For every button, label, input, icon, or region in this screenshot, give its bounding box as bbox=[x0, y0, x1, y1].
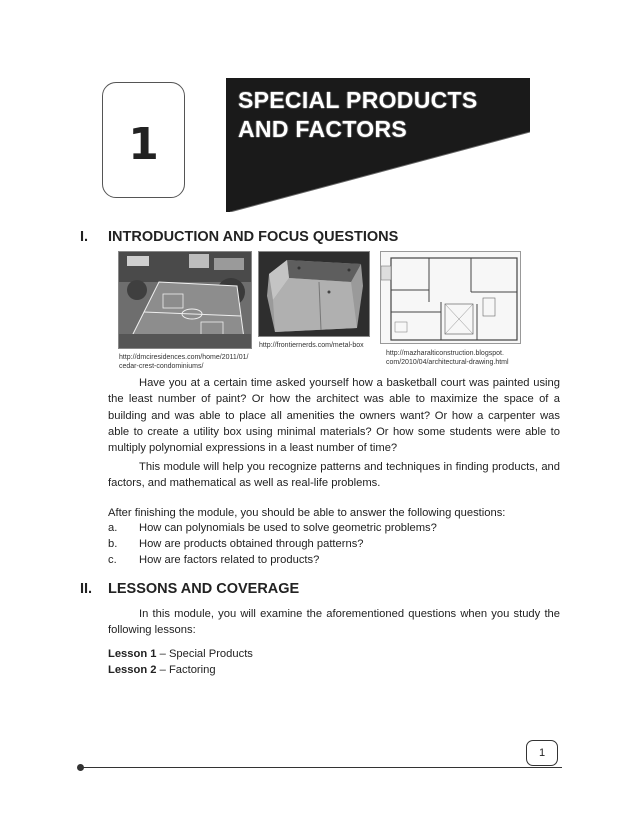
page-number: 1 bbox=[538, 747, 546, 759]
question-text: How are factors related to products? bbox=[139, 554, 320, 566]
question-letter: c. bbox=[108, 554, 117, 566]
lesson-title: – Special Products bbox=[159, 648, 253, 660]
question-text: How are products obtained through patterns? bbox=[139, 538, 364, 550]
question-letter: b. bbox=[108, 538, 118, 550]
question-text: How can polynomials be used to solve geometric problems? bbox=[139, 522, 437, 534]
footer-rule bbox=[80, 767, 562, 768]
lesson-label: Lesson 1 bbox=[108, 648, 157, 660]
section1-numeral: I. bbox=[80, 229, 89, 245]
photo2-caption bbox=[259, 341, 364, 350]
photo1-caption bbox=[119, 353, 248, 371]
page-number-box bbox=[526, 740, 558, 766]
module-title-line1: SPECIAL PRODUCTS bbox=[238, 87, 478, 113]
module-title bbox=[238, 86, 478, 144]
photo1-caption-line1: http://dmciresidences.com/home/2011/01/ bbox=[119, 354, 249, 361]
focus-questions-intro: After finishing the module, you should be able to answer the following questions: bbox=[108, 507, 506, 519]
footer-dot bbox=[77, 764, 84, 771]
photo3-caption bbox=[386, 349, 509, 367]
lesson-item-1 bbox=[108, 648, 253, 660]
basketball-court-photo bbox=[118, 251, 252, 349]
section2-numeral: II. bbox=[80, 581, 93, 597]
lesson-item-2 bbox=[108, 664, 216, 676]
floor-plan-drawing bbox=[380, 251, 521, 344]
module-number-box bbox=[102, 82, 185, 198]
question-letter: a. bbox=[108, 522, 118, 534]
section2-heading: LESSONS AND COVERAGE bbox=[108, 581, 300, 597]
lesson-title: – Factoring bbox=[159, 664, 216, 676]
intro-paragraph-1: Have you at a certain time asked yourself how a basketball court was painted using the least number of paint? Or how the architect was able to maximize the space of a building and was able to place all amenities the owners want? Or how a carpenter was able to create a utility box using minimal materials? Or how some students were able to multiply polynomial expressions in a least number of time? bbox=[108, 377, 560, 455]
photo1-caption-line2: cedar-crest-condominiums/ bbox=[119, 363, 204, 370]
lesson-label: Lesson 2 bbox=[108, 664, 157, 676]
floor-plan-illustration bbox=[381, 252, 521, 344]
section1-heading: INTRODUCTION AND FOCUS QUESTIONS bbox=[108, 229, 399, 245]
title-banner bbox=[226, 78, 530, 212]
photo2-caption-line1: http://frontiernerds.com/metal-box bbox=[259, 342, 364, 349]
lessons-paragraph: In this module, you will examine the aforementioned questions when you study the following lessons: bbox=[108, 608, 560, 637]
module-title-line2: AND FACTORS bbox=[238, 116, 407, 142]
intro-paragraph-2: This module will help you recognize patterns and techniques in finding products, and factors, and mathematical as well as real-life problems. bbox=[108, 461, 560, 490]
metal-box-photo bbox=[258, 251, 370, 337]
basketball-court-illustration bbox=[119, 252, 252, 349]
module-number: 1 bbox=[128, 118, 159, 170]
photo3-caption-line2: com/2010/04/architectural-drawing.html bbox=[386, 359, 509, 366]
photo3-caption-line1: http://mazharalticonstruction.blogspot. bbox=[386, 350, 504, 357]
metal-box-illustration bbox=[259, 252, 370, 337]
